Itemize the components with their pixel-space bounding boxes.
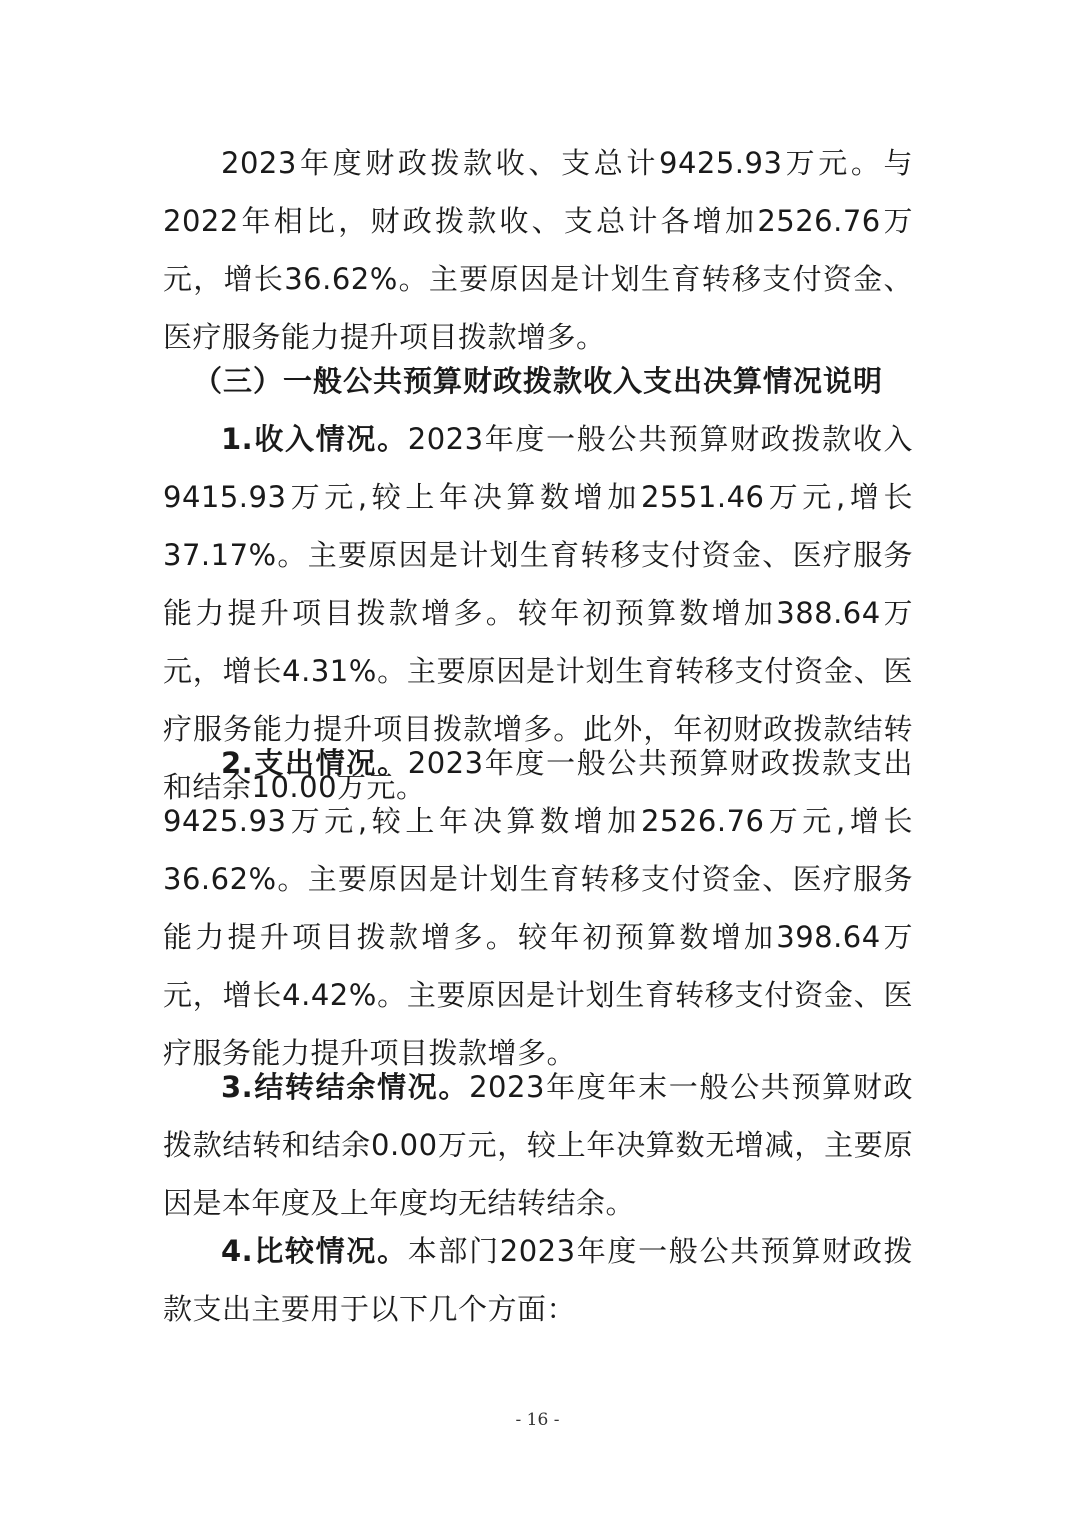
carryover-lead: 3.结转结余情况。 [221, 1070, 470, 1104]
page-number: - 16 - [515, 1410, 560, 1430]
expenditure-lead: 2.支出情况。 [221, 746, 408, 780]
income-lead: 1.收入情况。 [221, 422, 408, 456]
intro-paragraph-text: 2023年度财政拨款收、支总计9425.93万元。与2022年相比，财政拨款收、支总计各增加2526.76万元，增长36.62%。主要原因是计划生育转移支付资金、医疗服务能力提升项目拨款增多。 [163, 146, 913, 354]
section-heading: （三）一般公共预算财政拨款收入支出决算情况说明 [192, 364, 883, 398]
carryover-body: 2023年度年末一般公共预算财政拨款结转和结余0.00万元，较上年决算数无增减，主要原因是本年度及上年度均无结转结余。 [163, 1070, 913, 1220]
expenditure-paragraph [163, 734, 913, 1082]
comparison-lead: 4.比较情况。 [221, 1234, 408, 1268]
intro-paragraph [163, 134, 913, 366]
carryover-paragraph [163, 1058, 913, 1232]
comparison-body: 本部门2023年度一般公共预算财政拨款支出主要用于以下几个方面： [163, 1234, 913, 1326]
expenditure-body: 2023年度一般公共预算财政拨款支出9425.93万元,较上年决算数增加2526.76万元,增长36.62%。主要原因是计划生育转移支付资金、医疗服务能力提升项目拨款增多。较年初预算数增加398.64万元，增长4.42%。主要原因是计划生育转移支付资金、医疗服务能力提升项目拨款增多。 [163, 746, 913, 1070]
comparison-paragraph [163, 1222, 913, 1338]
income-body: 2023年度一般公共预算财政拨款收入9415.93万元,较上年决算数增加2551.46万元,增长37.17%。主要原因是计划生育转移支付资金、医疗服务能力提升项目拨款增多。较年初预算数增加388.64万元，增长4.31%。主要原因是计划生育转移支付资金、医疗服务能力提升项目拨款增多。此外，年初财政拨款结转和结余10.00万元。 [163, 422, 913, 804]
